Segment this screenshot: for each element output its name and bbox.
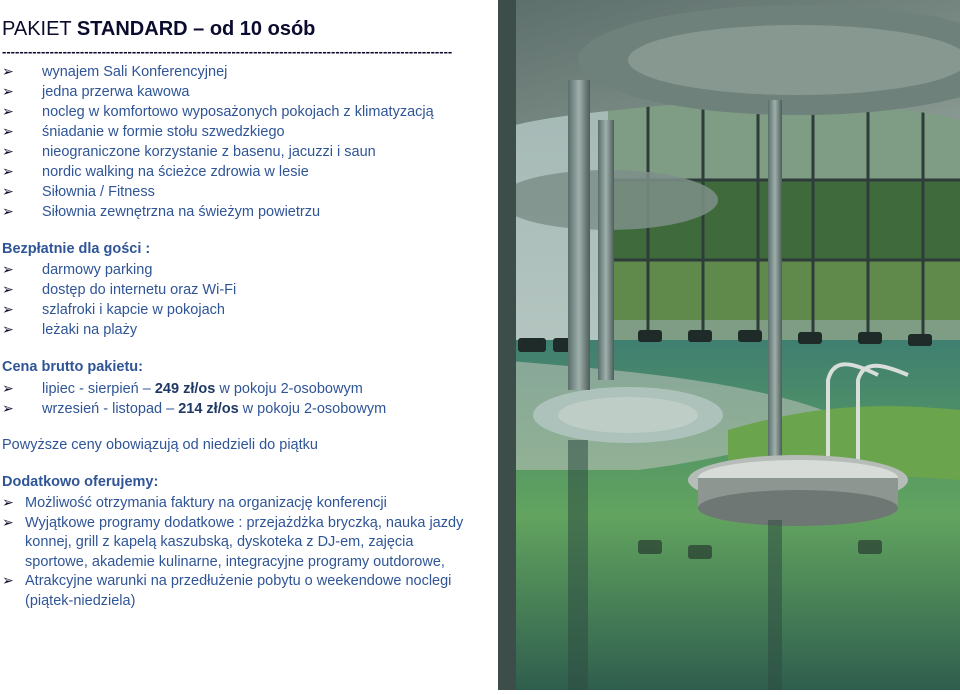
price-section-heading: Cena brutto pakietu: [2, 359, 143, 375]
spa-pool-illustration [498, 0, 960, 690]
arrowhead-bullet-icon: ➢ [2, 495, 14, 511]
list-item: ➢ Wyjątkowe programy dodatkowe : przejażdżka bryczką, nauka jazdy konnej, grill z kapelą kaszubską, dyskoteka z DJ-em, zajęcia sportowe, akademie kulinarne, integracyjne programy outdorowe, [2, 514, 464, 570]
arrowhead-bullet-icon: ➢ [2, 282, 14, 298]
list-item: ➢ dostęp do internetu oraz Wi-Fi [2, 282, 237, 298]
arrowhead-bullet-icon: ➢ [2, 381, 14, 397]
arrowhead-bullet-icon: ➢ [2, 164, 14, 180]
spa-pool-photo [498, 0, 960, 690]
list-item: ➢ Siłownia / Fitness [2, 184, 155, 200]
list-item: ➢ nocleg w komfortowo wyposażonych pokojach z klimatyzacją [2, 104, 434, 120]
arrowhead-bullet-icon: ➢ [2, 104, 14, 120]
free-section-heading: Bezpłatnie dla gości : [2, 241, 151, 257]
list-item: ➢ szlafroki i kapcie w pokojach [2, 302, 225, 318]
list-item: ➢ Atrakcyjne warunki na przedłużenie pobytu o weekendowe noclegi (piątek-niedziela) [2, 573, 452, 609]
extra-list [0, 494, 470, 611]
page-title [2, 18, 315, 41]
arrowhead-bullet-icon: ➢ [2, 84, 14, 100]
list-item: ➢ Możliwość otrzymania faktury na organizację konferencji [0, 494, 470, 514]
arrowhead-bullet-icon: ➢ [2, 204, 14, 220]
price-row: ➢ wrzesień - listopad – 214 zł/os w pokoju 2-osobowym [2, 401, 387, 417]
package-list [0, 62, 434, 222]
arrowhead-bullet-icon: ➢ [2, 64, 14, 80]
arrowhead-bullet-icon: ➢ [2, 514, 14, 531]
arrowhead-bullet-icon: ➢ [2, 573, 14, 589]
arrowhead-bullet-icon: ➢ [2, 322, 14, 338]
arrowhead-bullet-icon: ➢ [2, 124, 14, 140]
arrowhead-bullet-icon: ➢ [2, 262, 14, 278]
arrowhead-bullet-icon: ➢ [2, 401, 14, 417]
separator-line: -------------------------------------------------------------------------------------------------------- [2, 44, 453, 59]
arrowhead-bullet-icon: ➢ [2, 144, 14, 160]
list-item: ➢ śniadanie w formie stołu szwedzkiego [2, 124, 285, 140]
list-item: ➢ Siłownia zewnętrzna na świeżym powietrzu [2, 204, 321, 220]
list-item: ➢ nieograniczone korzystanie z basenu, jacuzzi i saun [2, 144, 376, 160]
list-item: ➢ nordic walking na ścieżce zdrowia w lesie [2, 164, 309, 180]
price-row: ➢ lipiec - sierpień – 249 zł/os w pokoju 2-osobowym [2, 381, 363, 397]
title-prefix: PAKIET [2, 18, 77, 40]
title-bold: STANDARD – od 10 osób [76, 18, 316, 40]
price-list [0, 379, 386, 419]
arrowhead-bullet-icon: ➢ [2, 184, 14, 200]
list-item: ➢ leżaki na plaży [2, 322, 138, 338]
list-item: ➢ wynajem Sali Konferencyjnej [2, 64, 228, 80]
list-item: ➢ darmowy parking [2, 262, 153, 278]
free-list [0, 260, 236, 340]
extra-section-heading: Dodatkowo oferujemy: [2, 474, 159, 490]
list-item: ➢ jedna przerwa kawowa [2, 84, 190, 100]
arrowhead-bullet-icon: ➢ [2, 302, 14, 318]
price-note: Powyższe ceny obowiązują od niedzieli do piątku [2, 437, 318, 453]
